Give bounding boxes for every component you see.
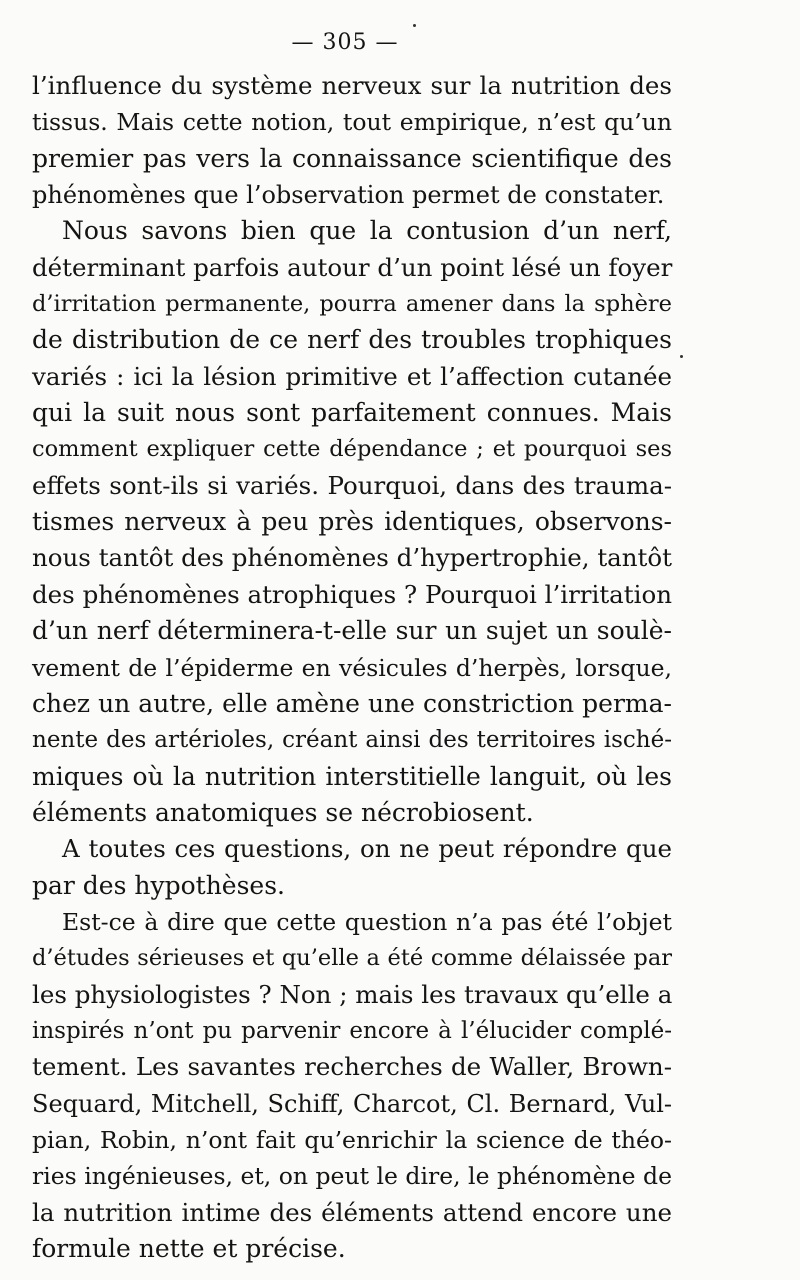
text-line: ries ingénieuses, et, on peut le dire, le phénomène de: [32, 1162, 672, 1191]
text-line: tement. Les savantes recherches de Waller, Brown-: [32, 1052, 672, 1082]
text-line: les physiologistes ? Non ; mais les travaux qu’elle a: [32, 979, 673, 1009]
text-line: comment expliquer cette dépendance ; et pourquoi ses: [32, 436, 672, 463]
text-line: chez un autre, elle amène une constriction perma-: [32, 688, 672, 718]
text-line: A toutes ces questions, on ne peut répondre que: [62, 834, 672, 864]
text-line: vement de l’épiderme en vésicules d’herpès, lorsque,: [32, 653, 672, 682]
text-line: d’un nerf déterminera-t-elle sur un sujet un soulè-: [32, 616, 672, 646]
text-line: Nous savons bien que la contusion d’un nerf,: [62, 216, 672, 246]
margin-speck: [413, 24, 416, 27]
text-line: déterminant parfois autour d’un point lésé un foyer: [32, 252, 673, 282]
text-line: de distribution de ce nerf des troubles trophiques: [32, 325, 672, 355]
text-line: tissus. Mais cette notion, tout empirique, n’est qu’un: [32, 108, 672, 137]
margin-speck: [680, 355, 683, 358]
text-line: pian, Robin, n’ont fait qu’enrichir la science de théo-: [32, 1125, 672, 1154]
text-line: Sequard, Mitchell, Schiff, Charcot, Cl. Bernard, Vul-: [32, 1089, 672, 1118]
text-line: qui la suit nous sont parfaitement connues. Mais: [32, 398, 672, 428]
text-line: éléments anatomiques se nécrobiosent.: [32, 797, 534, 827]
text-line: des phénomènes atrophiques ? Pourquoi l’irritation: [32, 579, 672, 609]
page-number: — 305 —: [291, 30, 399, 55]
text-line: d’irritation permanente, pourra amener dans la sphère: [32, 291, 672, 318]
text-line: phénomènes que l’observation permet de constater.: [32, 181, 665, 210]
text-line: nous tantôt des phénomènes d’hypertrophie, tantôt: [32, 543, 672, 573]
text-line: la nutrition intime des éléments attend encore une: [32, 1197, 672, 1227]
text-line: formule nette et précise.: [32, 1234, 346, 1263]
text-line: l’influence du système nerveux sur la nutrition des: [32, 71, 672, 100]
text-line: variés : ici la lésion primitive et l’affection cutanée: [32, 361, 672, 391]
text-line: d’études sérieuses et qu’elle a été comme délaissée par: [32, 945, 672, 972]
text-line: tismes nerveux à peu près identiques, observons-: [32, 507, 672, 537]
text-line: inspirés n’ont pu parvenir encore à l’élucider complé-: [32, 1017, 672, 1044]
text-line: miques où la nutrition interstitielle languit, où les: [32, 761, 672, 791]
text-line: premier pas vers la connaissance scientifique des: [32, 143, 672, 173]
text-line: par des hypothèses.: [32, 870, 286, 900]
text-line: effets sont-ils si variés. Pourquoi, dans des trauma-: [32, 470, 672, 500]
text-line: nente des artérioles, créant ainsi des territoires isché-: [32, 727, 672, 754]
body-text: [32, 68, 672, 1267]
text-line: Est-ce à dire que cette question n’a pas été l’objet: [62, 907, 672, 936]
